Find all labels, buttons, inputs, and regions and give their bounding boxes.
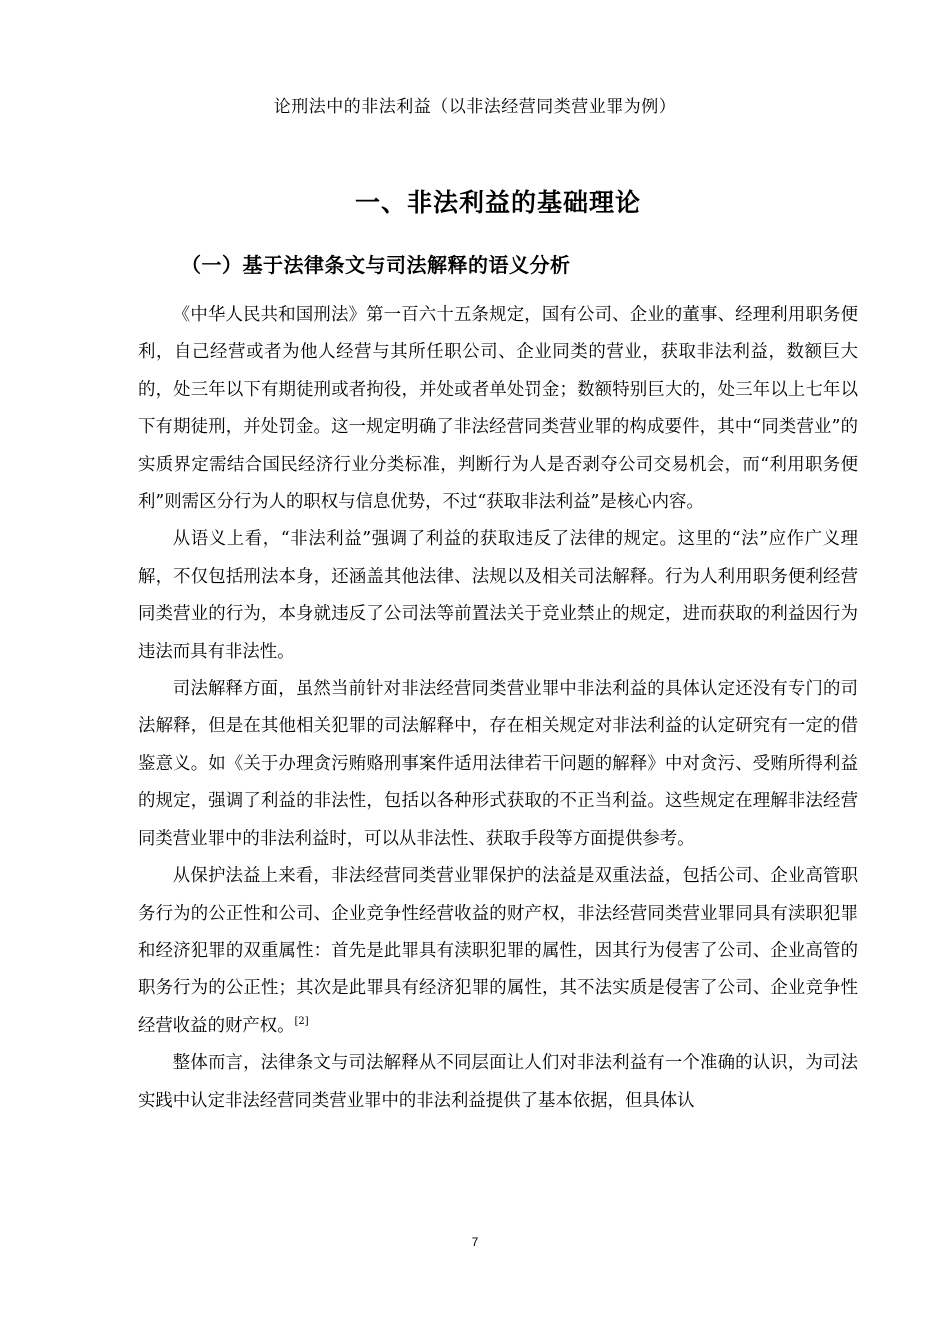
running-header-title: 论刑法中的非法利益（以非法经营同类营业罪为例） — [273, 97, 677, 117]
paragraph-1: 《中华人民共和国刑法》第一百六十五条规定，国有公司、企业的董事、经理利用职务便利，自己经营或者为他人经营与其所任职公司、企业同类的营业，获取非法利益，数额巨大的，处三年以下有期徒刑或者拘役，并处或者单处罚金；数额特别巨大的，处三年以上七年以下有期徒刑，并处罚金。这一规定明确了非法经营同类营业罪的构成要件，其中“同类营业”的实质界定需结合国民经济行业分类标准，判断行为人是否剥夺公司交易机会，而“利用职务便利”则需区分行为人的职权与信息优势，不过“获取非法利益”是核心内容。 — [138, 305, 858, 513]
body-text — [138, 297, 858, 1120]
chapter-title: 一、非法利益的基础理论 — [354, 188, 641, 217]
section-title: （一）基于法律条文与司法解释的语义分析 — [181, 253, 571, 277]
page-number: 7 — [471, 1235, 479, 1249]
paragraph-3: 司法解释方面，虽然当前针对非法经营同类营业罪中非法利益的具体认定还没有专门的司法解释，但是在其他相关犯罪的司法解释中，存在相关规定对非法利益的认定研究有一定的借鉴意义。如《关于办理贪污贿赂刑事案件适用法律若干问题的解释》中对贪污、受贿所得利益的规定，强调了利益的非法性，包括以各种形式获取的不正当利益。这些规定在理解非法经营同类营业罪中的非法利益时，可以从非法性、获取手段等方面提供参考。 — [138, 679, 858, 849]
paragraph-4-text: 从保护法益上来看，非法经营同类营业罪保护的法益是双重法益，包括公司、企业高管职务行为的公正性和公司、企业竞争性经营收益的财产权，非法经营同类营业罪同具有渎职犯罪和经济犯罪的双重属性：首先是此罪具有渎职犯罪的属性，因其行为侵害了公司、企业高管的职务行为的公正性；其次是此罪具有经济犯罪的属性，其不法实质是侵害了公司、企业竞争性经营收益的财产权。 — [138, 866, 858, 1036]
paragraph-4 — [138, 858, 858, 1045]
paragraph-2: 从语义上看，“非法利益”强调了利益的获取违反了法律的规定。这里的“法”应作广义理解，不仅包括刑法本身，还涵盖其他法律、法规以及相关司法解释。行为人利用职务便利经营同类营业的行为，本身就违反了公司法等前置法关于竞业禁止的规定，进而获取的利益因行为违法而具有非法性。 — [138, 529, 858, 662]
paragraph-5: 整体而言，法律条文与司法解释从不同层面让人们对非法利益有一个准确的认识，为司法实践中认定非法经营同类营业罪中的非法利益提供了基本依据，但具体认 — [138, 1053, 858, 1111]
footnote-reference[interactable]: [2] — [294, 1015, 309, 1027]
